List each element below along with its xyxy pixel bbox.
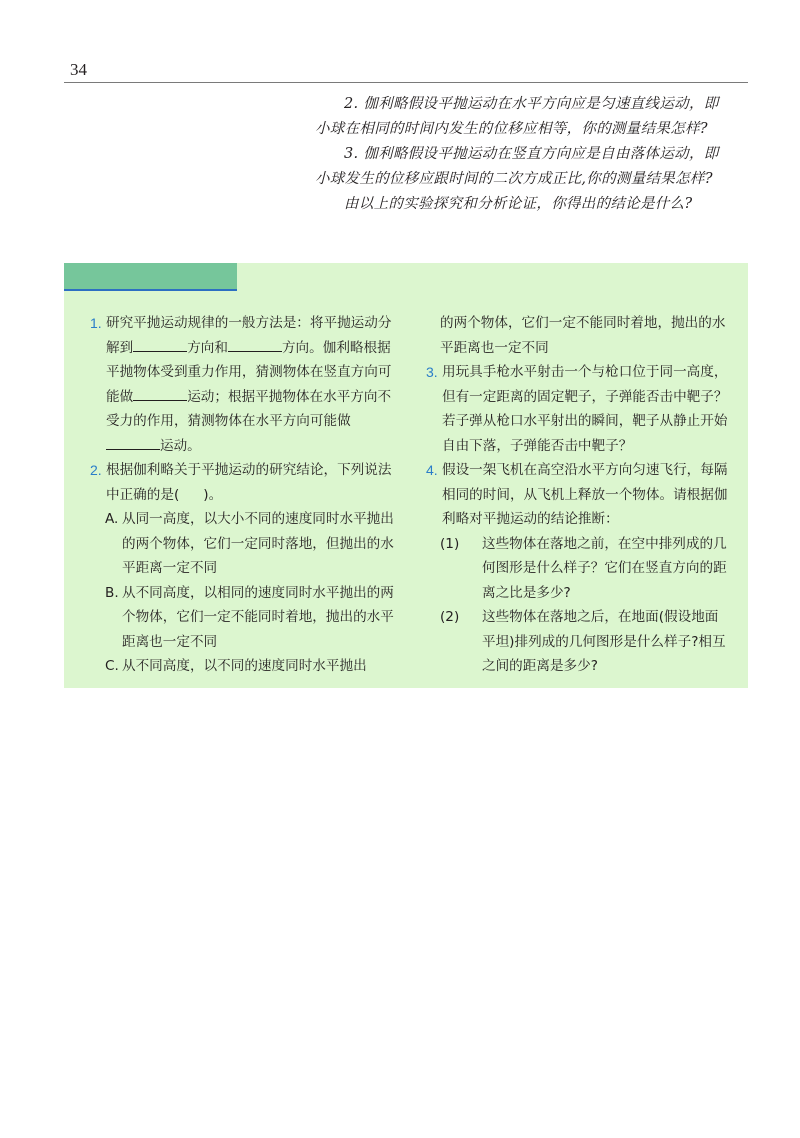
question-1: 1. 研究平抛运动规律的一般方法是：将平抛运动分解到 方向和 方向。伽利略根据平抛物体受到重力作用，猜测物体在竖直方向可能做 运动；根据平抛物体在水平方向不受力的作用，猜测物体在水平方向可能做运动。 [90,311,396,458]
option-c-continued: 的两个物体，它们一定不能同时着地，抛出的水平距离也一定不同 [440,315,726,356]
option-c: C. 从不同高度，以不同的速度同时水平抛出 [90,654,396,679]
question-number: 1. [90,315,102,331]
question-2: 2. 根据伽利略关于平抛运动的研究结论，下列说法中正确的是( )。 [90,458,396,507]
question-4: 4. 假设一架飞机在高空沿水平方向匀速飞行，每隔相同的时间，从飞机上释放一个物体。请根据伽利略对平抛运动的结论推断： [426,458,730,532]
intro-paragraph-2: 2. 伽利略假设平抛运动在水平方向应是匀速直线运动，即 小球在相同的时间内发生的位移应相等，你的测量结果怎样? [315,96,719,137]
option-a: A. 从同一高度，以大小不同的速度同时水平抛出的两个物体，它们一定同时落地，但抛出的水平距离一定不同 [90,507,396,581]
fill-blank-3[interactable] [133,386,187,401]
exercise-box-header-tab [64,263,237,291]
question-number: 4. [426,462,438,478]
intro-text [315,92,747,217]
intro-conclusion: 由以上的实验探究和分析论证，你得出的结论是什么? [344,196,693,212]
page-number: 34 [70,60,87,79]
fill-blank-4[interactable] [106,435,160,450]
fill-blank-2[interactable] [228,337,282,352]
option-label: B. [105,584,119,601]
exercise-column-right [426,311,730,679]
question-3: 3. 用玩具手枪水平射击一个与枪口位于同一高度，但有一定距离的固定靶子，子弹能否击中靶子？若子弹从枪口水平射出的瞬间，靶子从静止开始自由下落，子弹能否击中靶子？ [426,360,730,458]
fill-blank-1[interactable] [133,337,187,352]
exercise-box [64,263,748,688]
option-label: A. [105,511,119,527]
header-rule [64,82,748,83]
sub-question-label: (1) [440,535,460,552]
exercise-column-left [90,311,396,679]
option-label: C. [105,658,119,674]
question-number: 2. [90,462,102,478]
intro-paragraph-3: 3. 伽利略假设平抛运动在竖直方向应是自由落体运动，即 小球发生的位移应跟时间的二次方成正比,你的测量结果怎样? [315,146,719,187]
sub-question-label: (2) [440,609,460,625]
question-number: 3. [426,364,438,380]
sub-question-1: (1) 这些物体在落地之前，在空中排列成的几何图形是什么样子？它们在竖直方向的距离之比是多少? [426,532,730,606]
sub-question-2: (2) 这些物体在落地之后，在地面(假设地面平坦)排列成的几何图形是什么样子?相互之间的距离是多少? [426,605,730,679]
option-b: B. 从不同高度，以相同的速度同时水平抛出的两个物体，它们一定不能同时着地，抛出的水平距离也一定不同 [90,581,396,655]
